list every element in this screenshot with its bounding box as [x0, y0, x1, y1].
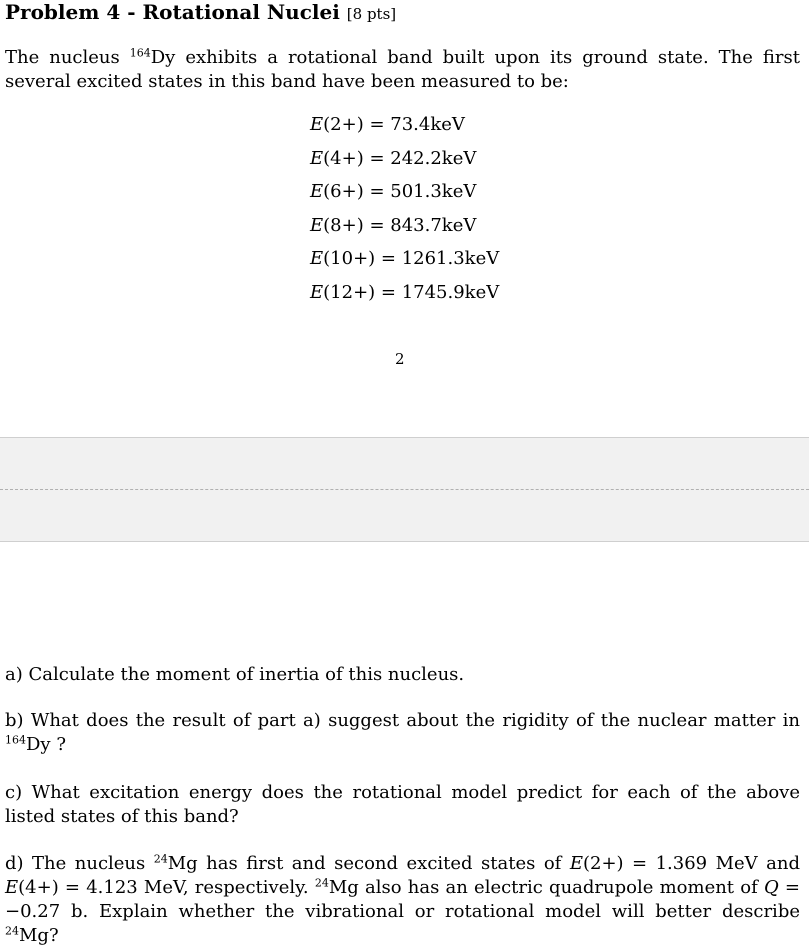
- energy-symbol: E: [310, 248, 324, 269]
- question-d-end: ?: [48, 925, 59, 946]
- page-break-dashed-line: [0, 489, 809, 490]
- intro-text-1: The nucleus: [5, 47, 130, 68]
- energy-equation: [310, 247, 499, 281]
- energy-state: (2+): [323, 114, 364, 135]
- energy-symbol: E: [310, 181, 324, 202]
- intro-isotope-symbol: Dy: [150, 47, 176, 68]
- question-d-symbol-1: Mg: [167, 853, 198, 874]
- question-d-mass-3: 24: [5, 924, 19, 938]
- energy-equation: [310, 147, 499, 181]
- energy-value: = 73.4keV: [363, 114, 465, 135]
- energy-value: = 1261.3keV: [375, 248, 500, 269]
- energy-state: (8+): [323, 214, 364, 236]
- energy-state: (6+): [323, 181, 364, 202]
- energy-equation: [310, 214, 499, 248]
- energy-state: (4+): [323, 147, 364, 169]
- question-d-energy-1: (2+) = 1.369 MeV and: [582, 853, 801, 874]
- energy-symbol: E: [310, 114, 324, 135]
- energy-symbol: E: [310, 281, 324, 303]
- energy-value: = 1745.9keV: [375, 281, 500, 303]
- energy-level-list: [310, 113, 499, 314]
- question-d-energy-2: (4+) = 4.123 MeV, respectively.: [18, 877, 315, 898]
- question-d-q-symbol: Q: [763, 877, 779, 898]
- question-d-q-value: = −0.27 b. Explain whether the vibrational or rotational model will better describe: [5, 877, 801, 922]
- problem-title: [5, 0, 396, 24]
- page-break-separator: [0, 437, 809, 542]
- question-d-mass-1: 24: [153, 852, 168, 866]
- energy-state: (10+): [323, 248, 376, 269]
- energy-symbol: E: [310, 214, 324, 236]
- question-d-energy-symbol-2: E: [5, 877, 19, 898]
- intro-text-2: exhibits a rotational band built upon its ground state. The first several excited states in this band have been measured to be:: [5, 47, 800, 92]
- problem-title-text: Problem 4 - Rotational Nuclei: [5, 0, 340, 24]
- energy-equation: [310, 180, 499, 214]
- question-d-text-3: also has an electric quadrupole moment of: [358, 877, 764, 898]
- question-b: [5, 709, 800, 757]
- question-b-end: ?: [50, 734, 66, 755]
- energy-equation: [310, 113, 499, 147]
- energy-symbol: E: [310, 147, 324, 169]
- energy-state: (12+): [323, 281, 376, 303]
- problem-points: [8 pts]: [346, 5, 397, 23]
- energy-equation: [310, 281, 499, 315]
- question-b-isotope-mass: 164: [5, 733, 26, 747]
- question-d-text-1: d) The nucleus: [5, 853, 154, 874]
- question-d-symbol-3: Mg: [19, 925, 49, 946]
- question-a: a) Calculate the moment of inertia of this nucleus.: [5, 664, 465, 685]
- question-b-isotope-symbol: Dy: [26, 734, 51, 755]
- question-d-symbol-2: Mg: [328, 877, 359, 898]
- page-number: 2: [395, 350, 405, 368]
- energy-value: = 501.3keV: [363, 181, 477, 202]
- question-d: [5, 852, 800, 948]
- question-c: c) What excitation energy does the rotational model predict for each of the above listed states of this band?: [5, 782, 800, 827]
- question-d-mass-2: 24: [314, 876, 329, 890]
- question-d-energy-symbol-1: E: [569, 853, 583, 874]
- question-d-text-2: has first and second excited states of: [197, 853, 570, 874]
- question-b-text: b) What does the result of part a) suggest about the rigidity of the nuclear matter in: [5, 710, 800, 731]
- energy-value: = 242.2keV: [363, 147, 477, 169]
- energy-value: = 843.7keV: [363, 214, 477, 236]
- intro-paragraph: [5, 46, 800, 94]
- intro-isotope-mass: 164: [129, 46, 151, 60]
